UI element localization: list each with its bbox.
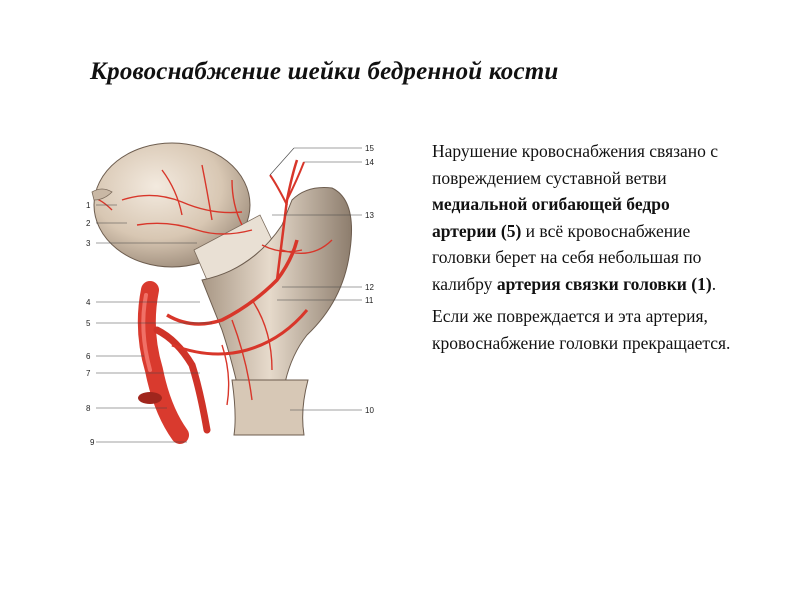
paragraph-1-bold-b: артерия связки головки (1) bbox=[496, 273, 712, 294]
figure-label: 11 bbox=[365, 296, 374, 305]
figure-label: 13 bbox=[365, 211, 374, 220]
slide-title: Кровоснабжение шейки бедренной кости bbox=[90, 58, 559, 85]
femoral-artery bbox=[147, 290, 180, 435]
femoral-shaft bbox=[232, 380, 308, 435]
body-text bbox=[432, 138, 737, 362]
paragraph-1-text-a: Нарушение кровоснабжения связано с повреждением суставной ветви bbox=[432, 141, 719, 188]
paragraph-2: Если же повреждается и эта артерия, кровоснабжение головки прекращается. bbox=[432, 306, 731, 353]
figure-label: 5 bbox=[86, 319, 91, 328]
figure-label: 7 bbox=[86, 369, 91, 378]
figure-label: 10 bbox=[365, 406, 374, 415]
branch-15 bbox=[270, 175, 287, 205]
figure-label: 1 bbox=[86, 201, 91, 210]
femoral-head-blood-supply-illustration bbox=[82, 130, 392, 450]
figure-label: 6 bbox=[86, 352, 91, 361]
figure-label: 4 bbox=[86, 298, 91, 307]
figure-label: 9 bbox=[90, 438, 95, 447]
figure-label: 14 bbox=[365, 158, 374, 167]
paragraph-1 bbox=[432, 138, 737, 297]
figure-label: 15 bbox=[365, 144, 374, 153]
anatomy-drawing bbox=[82, 130, 392, 450]
paragraph-1-text-c: . bbox=[711, 273, 717, 294]
paragraph-1-bold-a: медиальной огибающей бедро артерии (5) bbox=[432, 194, 670, 241]
figure-label: 8 bbox=[86, 404, 91, 413]
artery-cut-end bbox=[138, 392, 162, 404]
figure-label: 2 bbox=[86, 219, 91, 228]
figure-label: 3 bbox=[86, 239, 91, 248]
paragraph-1-text-b: и всё кровоснабжение головки берет на себя небольшая по калибру bbox=[432, 220, 702, 294]
figure-label: 12 bbox=[365, 283, 374, 292]
